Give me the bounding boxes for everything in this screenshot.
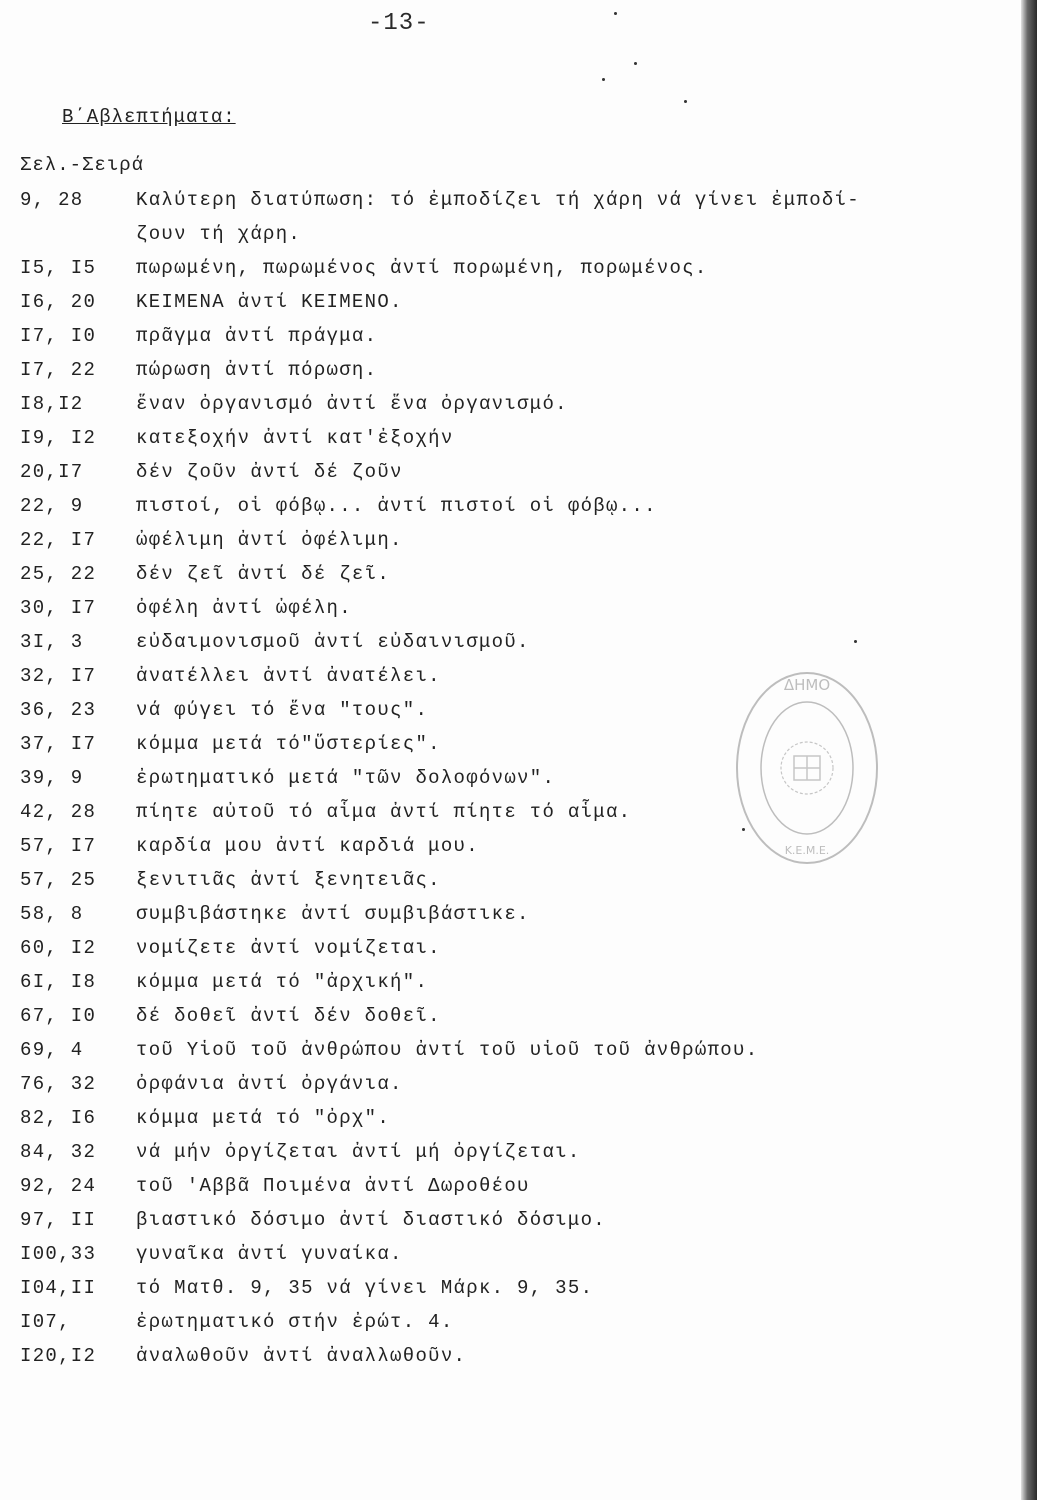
- svg-text:ΔΗΜΟ: ΔΗΜΟ: [783, 676, 831, 694]
- entry-ref: I5, I5: [20, 257, 97, 279]
- entry-ref: 57, I7: [20, 835, 97, 857]
- list-item: [0, 1342, 1000, 1376]
- page-edge-shadow: [1021, 0, 1037, 1500]
- list-item: [0, 1206, 1000, 1240]
- entry-ref: 92, 24: [20, 1175, 97, 1197]
- entry-ref: 69, 4: [20, 1039, 84, 1061]
- entry-text: πρᾶγμα ἀντί πράγμα.: [136, 325, 378, 347]
- entry-text: κόμμα μετά τό"ὕστερίες".: [136, 733, 441, 755]
- entry-ref: I04,II: [20, 1277, 97, 1299]
- speck: [742, 828, 745, 831]
- entry-ref: I20,I2: [20, 1345, 97, 1367]
- list-item: [0, 186, 1000, 220]
- list-item: [0, 1308, 1000, 1342]
- list-item: [0, 1002, 1000, 1036]
- entry-text: πιστοί, οἱ φόβῳ... ἀντί πιστοί οἱ φόβῳ...: [136, 495, 657, 517]
- entry-ref: 76, 32: [20, 1073, 97, 1095]
- entry-ref: I00,33: [20, 1243, 97, 1265]
- entry-text: ζουν τή χάρη.: [136, 223, 302, 245]
- entry-ref: 67, I0: [20, 1005, 97, 1027]
- entry-ref: 32, I7: [20, 665, 97, 687]
- list-item: [0, 628, 1000, 662]
- entry-text: ἀναλωθοῦν ἀντί ἀναλλωθοῦν.: [136, 1345, 467, 1367]
- entry-text: νά μήν ὀργίζεται ἀντί μή ὀργίζεται.: [136, 1141, 581, 1163]
- entry-ref: 42, 28: [20, 801, 97, 823]
- list-item: [0, 288, 1000, 322]
- list-item: [0, 594, 1000, 628]
- entry-text: ΚΕΙΜΕΝΑ ἀντί ΚΕΙΜΕΝΟ.: [136, 291, 403, 313]
- entry-text: ὠφέλιμη ἀντί ὀφέλιμη.: [136, 529, 403, 551]
- list-item: [0, 1172, 1000, 1206]
- list-item: [0, 458, 1000, 492]
- page-number: -13-: [368, 10, 430, 37]
- entry-text: τοῦ Υἱοῦ τοῦ ἀνθρώπου ἀντί τοῦ υἱοῦ τοῦ ἀνθρώπου.: [136, 1039, 759, 1061]
- entry-ref: I7, 22: [20, 359, 97, 381]
- list-item: [0, 934, 1000, 968]
- entry-ref: 57, 25: [20, 869, 97, 891]
- entry-text: τοῦ 'Αββᾶ Ποιμένα ἀντί Δωροθέου: [136, 1175, 530, 1197]
- entry-ref: 84, 32: [20, 1141, 97, 1163]
- entry-ref: 22, I7: [20, 529, 97, 551]
- entry-text: συμβιβάστηκε ἀντί συμβιβάστικε.: [136, 903, 530, 925]
- entry-text: ἀνατέλλει ἀντί ἀνατέλει.: [136, 665, 441, 687]
- entry-ref: 30, I7: [20, 597, 97, 619]
- entry-text: ἐρωτηματικό μετά "τῶν δολοφόνων".: [136, 767, 556, 789]
- entry-text: πίητε αὐτοῦ τό αἷμα ἀντί πίητε τό αἷμα.: [136, 801, 632, 823]
- entry-ref: I7, I0: [20, 325, 97, 347]
- svg-text:Κ.Ε.Μ.Ε.: Κ.Ε.Μ.Ε.: [784, 844, 830, 857]
- entry-text: ὀρφάνια ἀντί ὀργάνια.: [136, 1073, 403, 1095]
- list-item: [0, 1104, 1000, 1138]
- entry-text: βιαστικό δόσιμο ἀντί διαστικό δόσιμο.: [136, 1209, 606, 1231]
- entry-ref: I8,I2: [20, 393, 84, 415]
- entry-text: ὀφέλη ἀντί ὠφέλη.: [136, 597, 352, 619]
- entry-ref: I9, I2: [20, 427, 97, 449]
- entry-text: Καλύτερη διατύπωση: τό ἐμποδίζει τή χάρη νά γίνει ἐμποδί-: [136, 189, 861, 211]
- entry-ref: I6, 20: [20, 291, 97, 313]
- entry-ref: 97, II: [20, 1209, 97, 1231]
- entry-text: ἕναν ὀργανισμό ἀντί ἕνα ὀργανισμό.: [136, 393, 568, 415]
- list-item: [0, 1036, 1000, 1070]
- speck: [684, 100, 687, 103]
- entry-ref: I07,: [20, 1311, 71, 1333]
- list-item: [0, 356, 1000, 390]
- list-item: [0, 492, 1000, 526]
- speck: [614, 12, 617, 15]
- entry-text: ἐρωτηματικό στήν ἐρώτ. 4.: [136, 1311, 454, 1333]
- entry-ref: 22, 9: [20, 495, 84, 517]
- entry-text: κόμμα μετά τό "ἀρχική".: [136, 971, 429, 993]
- official-stamp: [732, 668, 882, 868]
- entry-text: δέν ζοῦν ἀντί δέ ζοῦν: [136, 461, 403, 483]
- list-item: [0, 1070, 1000, 1104]
- list-item: [0, 390, 1000, 424]
- entry-text: δέν ζεῖ ἀντί δέ ζεῖ.: [136, 563, 391, 585]
- list-item: [0, 322, 1000, 356]
- list-item: [0, 1138, 1000, 1172]
- list-item: [0, 254, 1000, 288]
- list-item: [0, 526, 1000, 560]
- entry-text: νομίζετε ἀντί νομίζεται.: [136, 937, 441, 959]
- list-item: [0, 968, 1000, 1002]
- entry-ref: 6I, I8: [20, 971, 97, 993]
- list-item: [0, 424, 1000, 458]
- entry-ref: 20,I7: [20, 461, 84, 483]
- entry-text: γυναῖκα ἀντί γυναίκα.: [136, 1243, 403, 1265]
- entry-ref: 82, I6: [20, 1107, 97, 1129]
- entry-ref: 58, 8: [20, 903, 84, 925]
- entry-text: κόμμα μετά τό "ὀρχ".: [136, 1107, 391, 1129]
- list-item: [0, 1274, 1000, 1308]
- entry-text: πωρωμένη, πωρωμένος ἀντί πορωμένη, πορωμένος.: [136, 257, 708, 279]
- list-item: [0, 866, 1000, 900]
- speck: [634, 62, 637, 65]
- entry-text: κατεξοχήν ἀντί κατ'ἐξοχήν: [136, 427, 454, 449]
- entry-text: νά φύγει τό ἕνα "τους".: [136, 699, 429, 721]
- entry-ref: 36, 23: [20, 699, 97, 721]
- entry-text: πώρωση ἀντί πόρωση.: [136, 359, 378, 381]
- entry-ref: 60, I2: [20, 937, 97, 959]
- section-heading: Β΄Αβλεπτήματα:: [62, 106, 236, 128]
- entry-ref: 39, 9: [20, 767, 84, 789]
- speck: [854, 640, 857, 643]
- list-item: [0, 220, 1000, 254]
- list-item: [0, 1240, 1000, 1274]
- entry-text: εὐδαιμονισμοῦ ἀντί εὐδαινισμοῦ.: [136, 631, 530, 653]
- speck: [602, 78, 605, 81]
- entry-ref: 3I, 3: [20, 631, 84, 653]
- entry-text: ξενιτιᾶς ἀντί ξενητειᾶς.: [136, 869, 441, 891]
- entry-ref: 37, I7: [20, 733, 97, 755]
- list-item: [0, 560, 1000, 594]
- list-item: [0, 900, 1000, 934]
- entry-ref: 25, 22: [20, 563, 97, 585]
- entry-ref: 9, 28: [20, 189, 84, 211]
- column-header: Σελ.-Σειρά: [20, 154, 145, 176]
- entry-text: καρδία μου ἀντί καρδιά μου.: [136, 835, 479, 857]
- entry-text: δέ δοθεῖ ἀντί δέν δοθεῖ.: [136, 1005, 441, 1027]
- entry-text: τό Ματθ. 9, 35 νά γίνει Μάρκ. 9, 35.: [136, 1277, 594, 1299]
